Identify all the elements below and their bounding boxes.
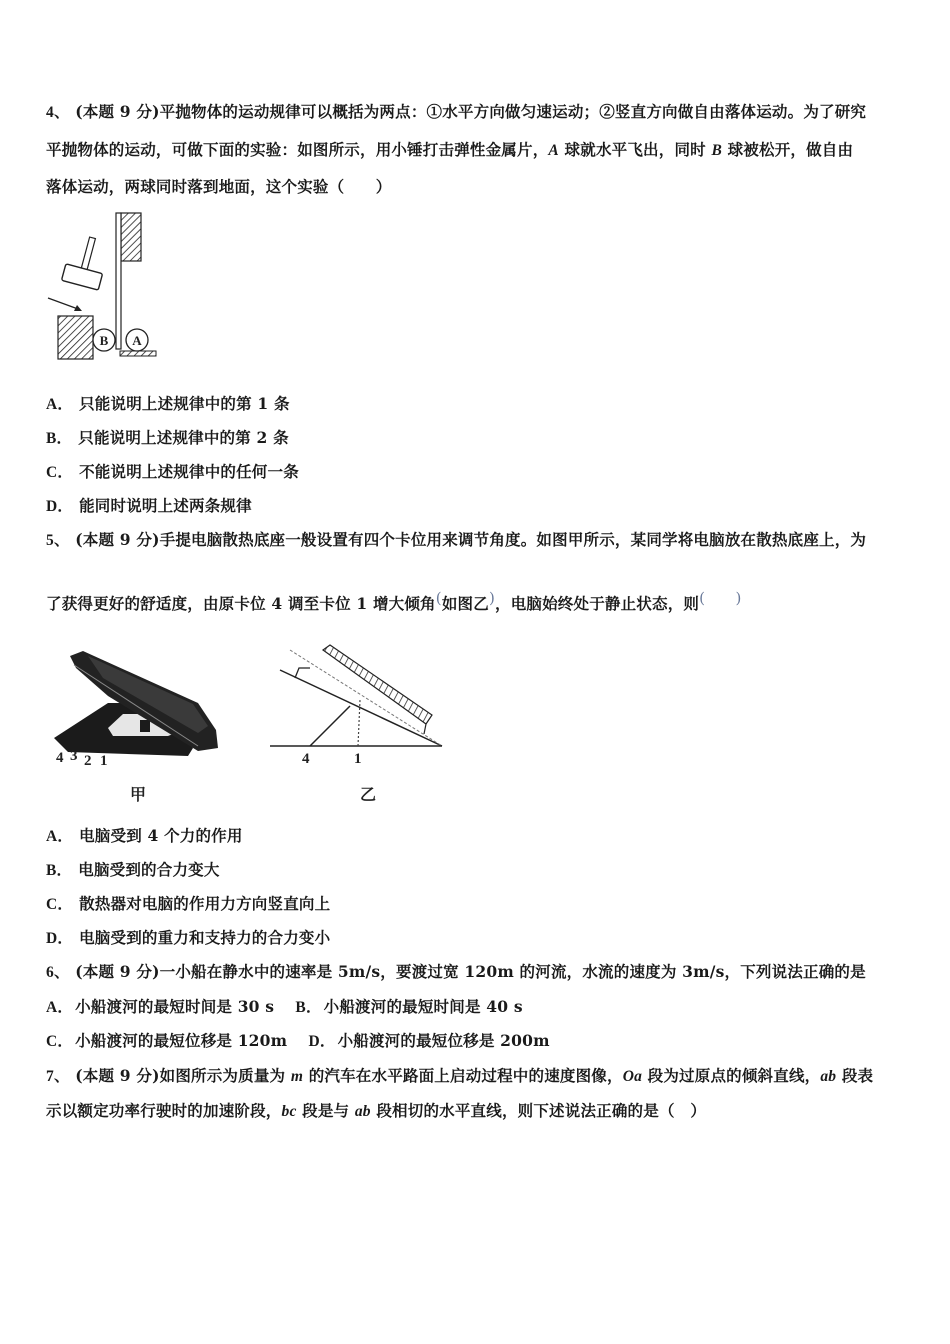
- q4-option-a[interactable]: [46, 394, 290, 415]
- var-ab: ab: [820, 1068, 837, 1085]
- yi-label-1: 1: [354, 751, 362, 767]
- q4-score: (本题 9 分): [75, 102, 160, 121]
- q5-text-2a: 了获得更好的舒适度，由原卡位 4 调至卡位 1 增大倾角: [46, 594, 436, 613]
- q4-line-2: [46, 140, 853, 161]
- option-text: 只能说明上述规律中的第 2 条: [78, 428, 289, 447]
- stand-latch: [140, 720, 150, 732]
- ball-b-label: B: [99, 333, 109, 348]
- q4-option-d[interactable]: [46, 496, 252, 517]
- var-m: m: [290, 1068, 304, 1085]
- option-letter: A．: [46, 828, 74, 845]
- q5-text-1: 手提电脑散热底座一般设置有四个卡位用来调节角度。如图甲所示，某同学将电脑放在散热底座上，为: [159, 530, 867, 549]
- option-letter: C．: [46, 464, 74, 481]
- q6-score: (本题 9 分): [75, 962, 160, 981]
- option-letter: C．: [46, 896, 74, 913]
- q6-text-1: 一小船在静水中的速率是 5m/s，要渡过宽 120m 的河流，水流的速度为 3m/s，下列说法正确的是: [159, 962, 866, 981]
- option-text: 电脑受到的合力变大: [78, 860, 220, 879]
- q5-text-2b: 如图乙: [441, 594, 489, 613]
- q7-text-1a: 如图所示为质量为: [159, 1066, 291, 1085]
- paren-open: (: [435, 589, 442, 607]
- answer-blank[interactable]: ( ): [699, 589, 742, 607]
- q5-line-2: [46, 589, 742, 614]
- q4-text-2c: 球被松开，做自由: [722, 140, 854, 159]
- var-oa: Oa: [622, 1068, 643, 1085]
- figure-caption-jia: 甲: [130, 785, 147, 804]
- slot-label-4: 4: [56, 750, 64, 766]
- q4-line-3: [46, 177, 391, 197]
- q7-text-2a: 示以额定功率行驶时的加速阶段，: [46, 1101, 282, 1120]
- option-letter: D．: [46, 930, 74, 947]
- q4-ball-b-ref: B: [711, 142, 722, 159]
- q6-option-a[interactable]: [46, 997, 274, 1016]
- option-letter: C．: [46, 1033, 74, 1050]
- option-text: 电脑受到的重力和支持力的合力变小: [79, 928, 331, 947]
- option-text: 小船渡河的最短位移是 200m: [337, 1031, 550, 1050]
- yi-label-4: 4: [302, 751, 310, 767]
- q5-option-a[interactable]: [46, 826, 243, 847]
- option-letter: B．: [46, 430, 73, 447]
- q6-option-b[interactable]: [295, 997, 522, 1016]
- support-leg-4: [310, 706, 350, 746]
- q5-figure-yi: [268, 642, 448, 767]
- option-text: 只能说明上述规律中的第 1 条: [79, 394, 290, 413]
- q6-option-d[interactable]: [308, 1031, 549, 1050]
- q4-line-1: [46, 102, 866, 123]
- q5-line-1: [46, 530, 866, 551]
- ball-a-label: A: [132, 333, 142, 348]
- option-text: 散热器对电脑的作用力方向竖直向上: [79, 894, 331, 913]
- q6-options-row-2: [46, 1031, 550, 1052]
- q6-line-1: [46, 962, 866, 983]
- q6-options-row-1: [46, 997, 523, 1018]
- strike-arrow: [48, 298, 78, 309]
- option-text: 能同时说明上述两条规律: [79, 496, 252, 515]
- option-letter: B．: [295, 999, 322, 1016]
- var-bc: bc: [281, 1103, 297, 1120]
- q4-text-1: 平抛物体的运动规律可以概括为两点：①水平方向做匀速运动；②竖直方向做自由落体运动。为了研究: [159, 102, 867, 121]
- stand-lip: [295, 668, 310, 678]
- q4-number: 4、: [46, 104, 70, 121]
- option-text: 小船渡河的最短时间是 30 s: [75, 997, 275, 1016]
- option-letter: B．: [46, 862, 73, 879]
- q4-option-b[interactable]: [46, 428, 289, 449]
- q7-score: (本题 9 分): [75, 1066, 160, 1085]
- metal-strip: [116, 213, 121, 349]
- option-text: 电脑受到 4 个力的作用: [79, 826, 243, 845]
- q7-text-1b: 的汽车在水平路面上启动过程中的速度图像，: [303, 1066, 623, 1085]
- option-letter: D．: [308, 1033, 336, 1050]
- q7-text-1c: 段为过原点的倾斜直线，: [642, 1066, 821, 1085]
- q5-score: (本题 9 分): [75, 530, 160, 549]
- q7-line-1: [46, 1066, 873, 1087]
- option-letter: A．: [46, 396, 74, 413]
- q7-text-1d: 段表: [836, 1066, 874, 1085]
- laptop-side: [323, 645, 432, 724]
- clamp-block: [121, 213, 141, 261]
- option-letter: A．: [46, 999, 74, 1016]
- laptop-foot: [424, 724, 426, 734]
- q5-figure-jia: [48, 648, 228, 766]
- support-block: [58, 316, 93, 359]
- q7-line-2: [46, 1101, 706, 1122]
- q7-number: 7、: [46, 1068, 70, 1085]
- q5-option-c[interactable]: [46, 894, 330, 915]
- q7-text-2b: 段是与: [296, 1101, 355, 1120]
- q5-text-2c: ，电脑始终处于静止状态，则: [495, 594, 700, 613]
- q4-ball-a-ref: A: [548, 142, 559, 159]
- q4-text-2: 平抛物体的运动，可做下面的实验：如图所示，用小锤打击弹性金属片，: [46, 140, 549, 159]
- q5-number: 5、: [46, 532, 70, 549]
- option-text: 不能说明上述规律中的任何一条: [79, 462, 299, 481]
- q4-experiment-figure: [46, 210, 161, 362]
- slot-label-3: 3: [70, 748, 78, 764]
- figure-caption-yi: 乙: [360, 785, 377, 804]
- q4-text-2b: 球就水平飞出，同时: [558, 140, 712, 159]
- slot-label-2: 2: [84, 753, 92, 766]
- option-text: 小船渡河的最短时间是 40 s: [323, 997, 523, 1016]
- slot-label-1: 1: [100, 753, 108, 766]
- ball-base: [120, 351, 156, 356]
- q7-text-2c: 段相切的水平直线，则下述说法正确的是（ ）: [370, 1101, 707, 1120]
- q4-option-c[interactable]: [46, 462, 299, 483]
- option-letter: D．: [46, 498, 74, 515]
- q4-text-3: 落体运动，两球同时落到地面，这个实验（ ）: [46, 177, 392, 196]
- var-ab-2: ab: [354, 1103, 371, 1120]
- option-text: 小船渡河的最短位移是 120m: [75, 1031, 288, 1050]
- incline-slot-1: [290, 650, 442, 746]
- q5-option-d[interactable]: [46, 928, 330, 949]
- q5-option-b[interactable]: [46, 860, 220, 881]
- q6-number: 6、: [46, 964, 70, 981]
- paren-close: ): [488, 589, 495, 607]
- hammer-icon: [61, 233, 110, 290]
- q6-option-c[interactable]: [46, 1031, 287, 1050]
